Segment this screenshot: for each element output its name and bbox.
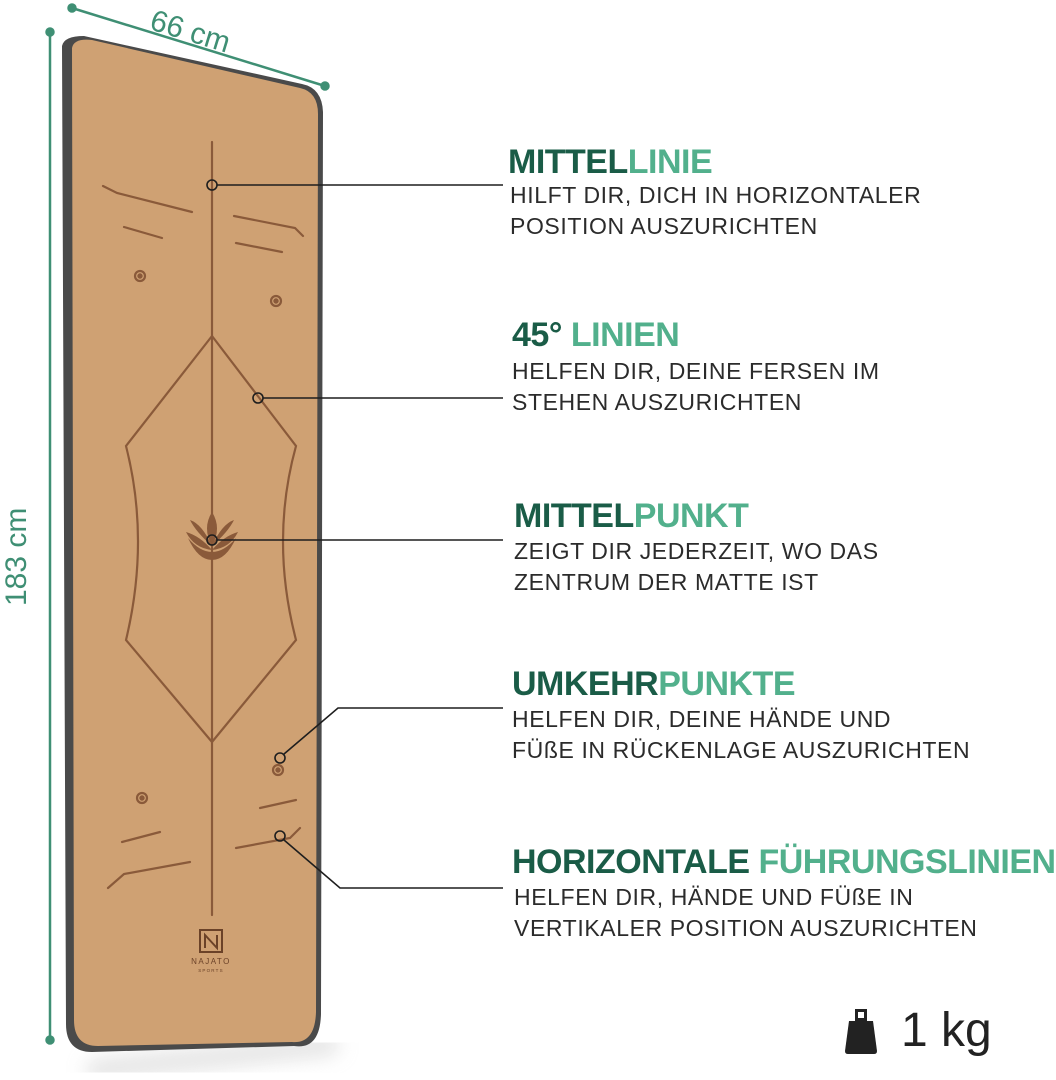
feature-title-light: FÜHRUNGSLINIEN: [758, 843, 1056, 881]
feature-title-dark: UMKEHR: [512, 665, 659, 703]
feature-desc-reversal-points: [512, 704, 970, 766]
feature-desc-line: FÜßE IN RÜCKENLAGE AUSZURICHTEN: [512, 737, 971, 763]
feature-desc-line: ZEIGT DIR JEDERZEIT, WO DAS: [514, 538, 879, 564]
feature-desc-line: POSITION AUSZURICHTEN: [510, 213, 818, 239]
feature-title-reversal-points: [512, 664, 795, 704]
feature-title-light: LINIEN: [570, 316, 680, 354]
feature-desc-centerpoint: [514, 536, 879, 598]
reversal-dot-bottom-right-inner: [276, 768, 279, 771]
width-label: 66 cm: [146, 4, 235, 60]
feature-title-dark: MITTEL: [508, 143, 628, 181]
reversal-dot-top-left-inner: [138, 274, 141, 277]
reversal-dot-bottom-left-inner: [140, 796, 143, 799]
feature-title-horizontal-guides: [512, 842, 1056, 882]
feature-title-dark: HORIZONTALE: [512, 843, 759, 881]
weight-info: [843, 1003, 992, 1059]
feature-desc-horizontal-guides: [514, 882, 978, 944]
feature-title-light: PUNKT: [633, 497, 749, 535]
feature-desc-centerline: [510, 180, 921, 242]
feature-desc-line: HELFEN DIR, DEINE HÄNDE UND: [512, 706, 892, 732]
feature-title-dark: MITTEL: [514, 497, 634, 535]
feature-title-45-lines: [512, 315, 679, 355]
feature-title-dark: 45°: [512, 316, 571, 354]
weight-icon: [843, 1007, 879, 1055]
feature-title-centerpoint: [514, 496, 748, 536]
feature-desc-line: STEHEN AUSZURICHTEN: [512, 389, 802, 415]
feature-title-light: PUNKTE: [658, 665, 796, 703]
logo-brand-text: NAJATO: [191, 957, 231, 966]
feature-title-centerline: [508, 142, 712, 182]
feature-desc-line: VERTIKALER POSITION AUSZURICHTEN: [514, 915, 978, 941]
length-label: 183 cm: [0, 507, 33, 606]
logo-sub-text: SPORTS: [198, 968, 224, 973]
feature-desc-45-lines: [512, 356, 880, 418]
feature-desc-line: ZENTRUM DER MATTE IST: [514, 569, 819, 595]
feature-desc-line: HILFT DIR, DICH IN HORIZONTALER: [510, 182, 922, 208]
reversal-dot-top-right-inner: [274, 299, 277, 302]
feature-desc-line: HELFEN DIR, DEINE FERSEN IM: [512, 358, 880, 384]
feature-desc-line: HELFEN DIR, HÄNDE UND FÜßE IN: [514, 884, 914, 910]
weight-value: 1 kg: [901, 1004, 992, 1057]
feature-title-light: LINIE: [627, 143, 713, 181]
